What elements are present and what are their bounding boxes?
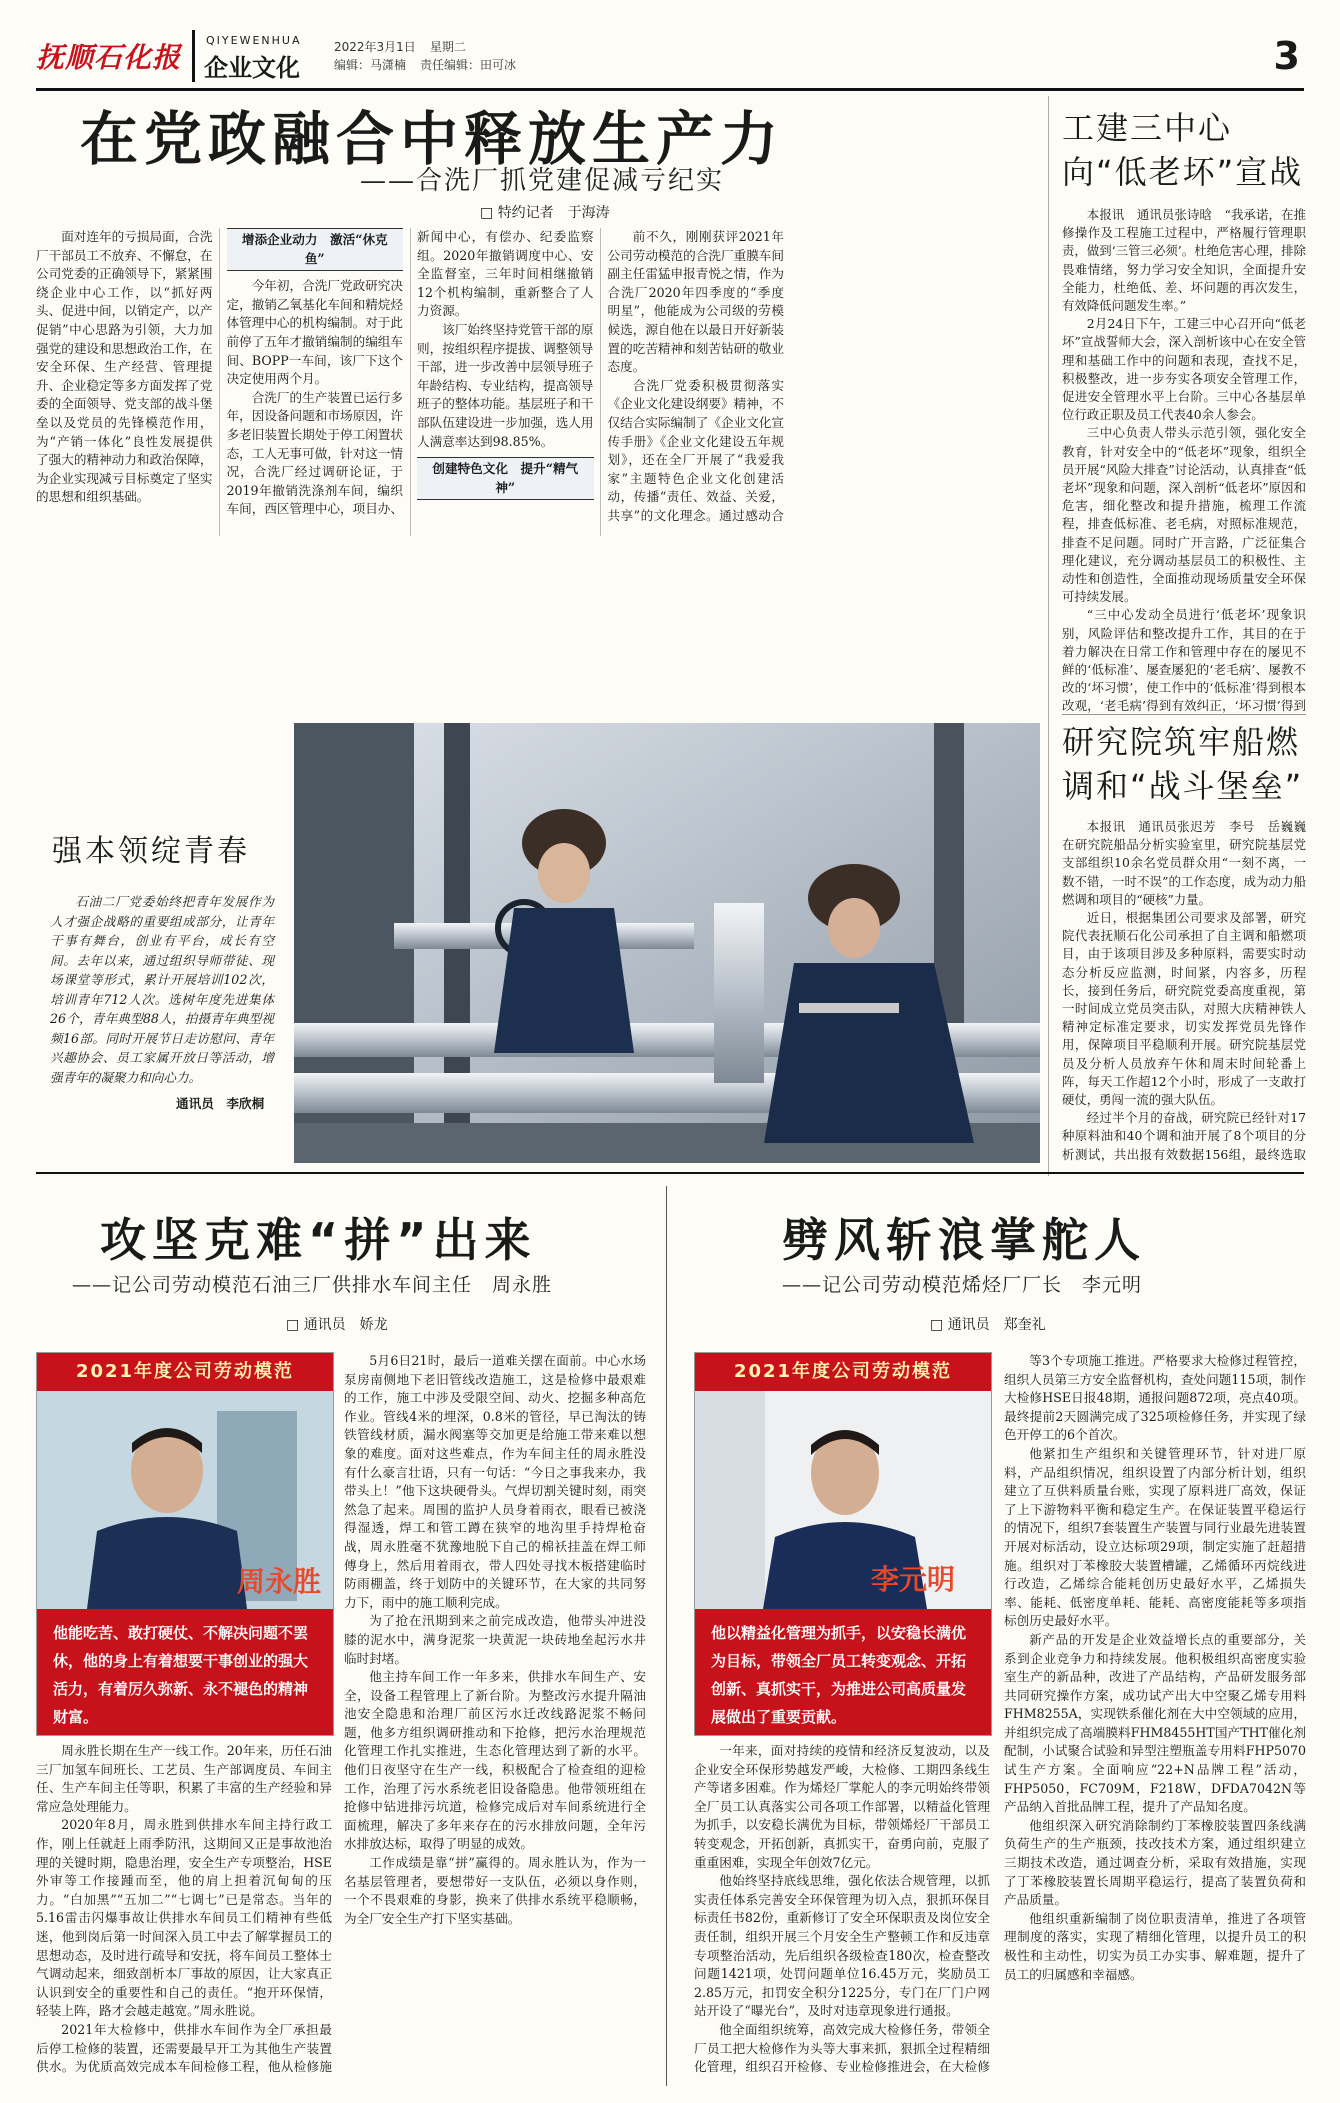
- zhou-byline: □ 通讯员 娇龙: [286, 1317, 388, 1333]
- union-para: 2月24日下午，工建三中心召开向“低老坏”宣战誓师大会，深入剖析该中心在安全管理和基础工作中的问题和表现，查找不足，积极整改，进一步夯实各项安全管理工作，促进安全管理水平上台阶。三中心各基层单位行政正职及员工代表40余人参会。: [1062, 316, 1306, 423]
- youth-headline: 强本领绽青春: [52, 834, 250, 869]
- issue-meta: [334, 38, 530, 74]
- youth-body: 石油二厂党委始终把青年发展作为人才强企战略的重要组成部分，让青年干事有舞台，创业有平台，成长有空间。去年以来，通过组织导师带徒、现场课堂等形式，累计开展培训102次，培训青年712人次。选树年度先进集体26个，青年典型88人，拍摄青年典型视频16部。同时开展节日走访慰问、青年兴趣协会、员工家属开放日等活动，增强青年的凝聚力和向心力。: [50, 894, 274, 1085]
- li-quote: 他以精益化管理为抓手，以安稳长满优为目标，带领全厂员工转变观念、开拓创新、真抓实干，为推进公司高质量发展做出了重要贡献。: [695, 1609, 991, 1735]
- main-photo: [294, 723, 1040, 1163]
- zhou-portrait: [37, 1391, 333, 1609]
- issue-weekday: 星期二: [429, 40, 466, 54]
- zhou-body-left: [36, 1742, 332, 2082]
- lead-para: 面对连年的亏损局面，合洗厂干部员工不放弃、不懈怠，在公司党委的正确领导下，紧紧围绕企业中心工作，以“抓好两头、促进中间，以销定产，以产促销”中心思路为引领，大力加强党的建设和思想政治工作，在安全环保、生产经营、管理提升、企业稳定等多方面发挥了党委的全面领导、党支部的战斗堡垒以及党员的先锋模范作用，为“产销一体化”良性发展提供了强大的精神动力和政治保障，为企业实现减亏目标奠定了坚实的思想和组织基础。: [36, 229, 213, 505]
- li-portrait: [695, 1391, 991, 1609]
- lead-para: 合洗厂党委积极贯彻落实《企业文化建设纲要》精神，不仅结合实际编制了《企业文化宣传手册》《企业文化建设五年规划》，还在全厂开展了“我爱我家”主题特色企业文化创建活动，传播“责任、效益、关爱，共享”的文化理念。通过感动合: [607, 377, 784, 523]
- zhou-quote: 他能吃苦、敢打硬仗、不解决问题不罢休，他的身上有着想要干事创业的强大活力，有着厉久弥新、永不褪色的精神财富。: [37, 1609, 333, 1735]
- research-headline-line2: 调和“战斗堡垒”: [1062, 767, 1304, 805]
- zhou-headline: 攻坚克难“拼”出来: [100, 1213, 537, 1267]
- proofreader: 责任编辑：田可冰: [420, 58, 517, 72]
- li-body-right: [1004, 1352, 1306, 2082]
- workers-repairing-pipes-photo: [294, 723, 1040, 1163]
- newspaper-logo: 抚顺石化报: [36, 41, 182, 74]
- article-divider: [666, 1186, 667, 2086]
- zhou-para: 为了抢在汛期到来之前完成改造，他带头冲进没膝的泥水中，满身泥浆一块黄泥一块砖地垒起污水井临时封堵。: [344, 1613, 646, 1666]
- li-para: 他组织重新编制了岗位职责清单，推进了各项管理制度的落实，实现了精细化管理，以提升员工的积极性和主动性，切实为员工办实事、解难题，提升了员工的归属感和幸福感。: [1004, 1910, 1306, 1982]
- section-name: 企业文化: [204, 54, 300, 82]
- lead-para: 今年初，合洗厂党政研究决定，撤销乙氧基化车间和精烷烃体管理中心的机构编制。对于此前停了五年才撤销编制的编组车间、BOPP一车间，该厂下这个决定使用两个月。: [226, 278, 403, 387]
- zhou-para: 他主持车间工作一年多来，供排水车间生产、安全，设备工程管理上了新台阶。为整改污水提升隔油池安全隐患和治理厂前区污水迁改线路泥浆不畅问题，他多方组织调研推动和下抢修，把污水治理规范化管理工作扎实推进，生态化管理达到了新的水平。他们日夜坚守在生产一线，积极配合了检查组的迎检工作，治理了污水系统老旧设备隐患。他带领班组在抢修中钻进排污坑道，检修完成后对车间系统进行全面梳理，解决了多年来存在的污水排放问题，全年污水排放达标，取得了明显的成效。: [344, 1669, 646, 1852]
- li-para: 他始终坚持底线思维，强化依法合规管理，以抓实责任体系完善安全环保管理为切入点，狠抓环保目标责任书82份，重新修订了安全环保职责及岗位安全责任制，组织开展三个月安全生产整顿工作和反违章专项整治活动，先后组织各级检查180次，检查整改问题1421项，处罚问题单位16.45万元，奖励员工2.85万元，扣罚安全积分1225分，专门在厂门户网站开设了“曝光台”，及时对违章现象进行通报。: [694, 1873, 990, 2019]
- lead-subhead-text: 增添企业动力 激活“休克鱼”: [227, 228, 404, 271]
- li-name: 李元明: [871, 1563, 956, 1596]
- union-para: 三中心负责人带头示范引领，强化安全教育，针对安全中的“低老坏”现象，组织全员开展“风险大排查”讨论活动，认真排查“低老坏”现象和问题，深入剖析“低老坏”原因和危害，细化整改和提升措施，梳理工作流程，排查低标准、老毛病，对照标准规范，排查不足问题。同时广开言路，广泛征集合理化建议，充分调动基层员工的积极性、主动性和创造性，全面推动现场质量安全环保可持续发展。: [1062, 425, 1306, 605]
- zhou-para: 5月6日21时，最后一道难关摆在面前。中心水场泵房南侧地下老旧管线改造施工，这是检修中最艰难的工作，施工中涉及受限空间、动火、挖掘多种高危作业。管线4米的埋深，0.8米的管径，早已淘汰的铸铁管线材质，漏水阀塞等交加更是给施工带来难以想象的难度。面对这些难点，作为车间主任的周永胜没有什么豪言壮语，只有一句话：“今日之事我来办，我带头上！”他下这块硬骨头。气焊切割关键时刻，雨突然急了起来。周围的监护人员身着雨衣，眼看已被浇得湿透，焊工和管工蹲在狭窄的地沟里手持焊枪奋战，周永胜毫不犹豫地脱下自己的棉袄挂盖在焊工师傅身上，然后用着雨衣，带人四处寻找木板搭建临时防雨棚盖，终于划防中的关键环节，在大家的共同努力下，雨中的施工顺利完成。: [344, 1353, 646, 1610]
- research-body: [1062, 818, 1306, 1162]
- li-byline: □ 通讯员 郑奎礼: [930, 1317, 1046, 1333]
- zhou-para: 周永胜长期在生产一线工作。20年来，历任石油三厂加氢车间班长、工艺员、生产部调度员、车间主任、生产车间主任等职，积累了丰富的生产经验和异常应急处理能力。: [36, 1743, 332, 1814]
- li-byline-text: 通讯员 郑奎礼: [947, 1317, 1046, 1333]
- union-headline: [1062, 106, 1303, 194]
- li-award-badge: 2021年度公司劳动模范: [695, 1353, 991, 1391]
- masthead: [36, 30, 1304, 91]
- li-headline: 劈风斩浪掌舵人: [782, 1213, 1146, 1267]
- lead-byline-text: 特约记者 于海涛: [497, 205, 610, 221]
- masthead-divider: [192, 30, 195, 82]
- li-body-left: [694, 1742, 990, 2082]
- lead-para: 前不久，刚刚获评2021年公司劳动模范的合洗厂重膜车间副主任雷猛申报青悦之情，作为合洗厂2020年四季度的“季度明星”，他能成为公司级的劳模候选，源自他在以最日开好新装置的吃苦精神和刻苦钻研的敬业态度。: [607, 229, 784, 375]
- zhou-para: 2020年8月，周永胜到供排水车间主持行政工作，刚上任就赶上雨季防汛，这期间又正是事故池治理的关键时期，隐患治理，安全生产专项整治，HSE外审等工作接踵而至，他的肩上担着沉甸甸的压力。“白加黑”“五加二”“七调七”已是常态。当年的5.16雷击闪爆事故让供排水车间员工们精神有些低迷，他到岗后第一时间深入员工中去了解掌握员工的思想动态，及时进行疏导和安抚，将车间员工整体士气调动起来，细致剖析本厂事故的原因，让大家真正认识到安全的重要性和自己的责任。“抱开环保情，轻装上阵，路才会越走越宽。”周永胜说。: [36, 1817, 332, 2019]
- youth-box: [36, 800, 284, 1160]
- li-para: 新产品的开发是企业效益增长点的重要部分，关系到企业竞争力和持续发展。他积极组织高密度实验室生产的新品种，改进了产品结构，产品研发服务部共同研究操作方案，成功试产出大中空聚乙烯专用料FHM8255A，实现铁系催化剂在大中空领域的应用，并组织完成了高端膜料FHM8455HT国产THT催化剂配制，小试聚合试验和异型注塑瓶盖专用料FHP5070试生产方案。全面响应“22+N品牌工程”活动，FHP5050，FC709M，F218W，DFDA7042N等产品纳入首批品牌工程，提升了产品知名度。: [1004, 1631, 1306, 1815]
- zhou-body-right: [344, 1352, 646, 2082]
- li-para: 一年来，面对持续的疫情和经济反复波动，以及企业安全环保形势越发严峻，大检修、工期四条线生产等诸多困难。作为烯烃厂掌舵人的李元明始终带领全厂员工认真落实公司各项工作部署，以精益化管理为抓手，以安稳长满优为目标，带领烯烃厂干部员工转变观念，开拓创新，真抓实干，奋勇向前，克服了重重困难，实现全年创效7亿元。: [694, 1743, 990, 1870]
- union-para: 本报讯 通讯员张诗晗 “我承诺，在推修操作及工程施工过程中，严格履行管理职责，做到‘三管三必须’。杜绝危害心理，排除畏难情绪，努力学习安全知识，全面提升安全能力，杜绝低、差、坏问题的再次发生，有效降低问题发生率。”: [1062, 207, 1306, 314]
- research-para: 本报讯 通讯员张迟芳 李号 岳巍巍 在研究院船品分析实验室里，研究院基层党支部组织10余名党员群众用“一刻不离，一数不错，一时不误”的工作态度，成为动力船燃调和项目的“硬核”力量。: [1062, 819, 1306, 907]
- lead-body: [36, 228, 784, 536]
- lead-headline: 在党政融合中释放生产力: [80, 105, 785, 173]
- lead-subhead: [417, 457, 594, 500]
- zhou-name: 周永胜: [237, 1565, 322, 1598]
- zhou-para: 工作成绩是靠“拼”赢得的。周永胜认为，作为一名基层管理者，要想带好一支队伍，必须以身作则，一个不畏艰难的身影，换来了供排水系统平稳顺畅，为全厂安全生产打下坚实基础。: [344, 1855, 646, 1926]
- li-para: 他全面组织统筹，高效完成大检修任务，带领全厂员工把大检修作为头等大事来抓，狠抓全过程精细化管理，组织召开检修、专业检修推进会，在大检修: [694, 2021, 990, 2075]
- research-headline-line1: 研究院筑牢船燃: [1062, 723, 1301, 761]
- youth-byline: 通讯员 李欣桐: [176, 1096, 265, 1111]
- page-number: 3: [1273, 34, 1300, 78]
- lead-byline: □ 特约记者 于海涛: [480, 205, 610, 221]
- lead-para: 该厂始终坚持党管干部的原则，按组织程序提拔、调整领导干部，进一步改善中层领导班子年龄结构、专业结构，提高领导班子的整体功能。基层班子和干部队伍建设进一步加强，选人用人满意率达到98.85%。: [417, 321, 594, 449]
- research-headline: [1062, 720, 1303, 808]
- column-divider: [1048, 96, 1049, 1176]
- union-body: [1062, 206, 1306, 714]
- union-headline-line2: 向“低老坏”宣战: [1062, 153, 1304, 191]
- li-portrait-card: [694, 1352, 992, 1736]
- li-para: 等3个专项施工推进。严格要求大检修过程管控，组织人员第三方安全监督机构，查处问题115项，制作大检修HSE日报48期，通报问题872项，亮点40项。最终提前2天圆满完成了325项检修任务，并实现了绿色开停工的6个首次。: [1004, 1353, 1306, 1443]
- divider-line: [1062, 714, 1306, 715]
- issue-date: 2022年3月1日: [334, 40, 416, 54]
- section-pinyin: QIYEWENHUA: [206, 34, 302, 47]
- lead-subtitle: ——合洗厂抓党建促减亏纪实: [360, 166, 725, 196]
- li-para: 他组织深入研究消除制约丁苯橡胶装置四条线满负荷生产的生产瓶颈，技改技术方案，通过组织建立三期技术改造，通过调查分析，采取有效措施，实现了丁苯橡胶装置长周期平稳运行，提高了装置负荷和产品质量。: [1004, 1817, 1306, 1908]
- lead-subhead: [227, 228, 404, 271]
- li-para: 他紧扣生产组织和关键管理环节，针对进厂原料，产品组织情况，组织设置了内部分析计划，组织建立了互供料质量台账，实现了原料进厂高效，保证了上下游物料平衡和稳定生产。在保证装置平稳运行的情况下，组织7套装置生产装置与同行业最先进装置开展对标活动，设立达标项29项，制定实施了赶超措施。组织对丁苯橡胶大装置槽罐，乙烯循环丙烷线进行改造，乙烯综合能耗创历史最好水平，乙烯损失率、能耗、低密度单耗、能耗、高密度能耗等多项指标创历史最好水平。: [1004, 1445, 1306, 1629]
- zhou-award-badge: 2021年度公司劳动模范: [37, 1353, 333, 1391]
- li-subtitle: ——记公司劳动模范烯烃厂厂长 李元明: [782, 1274, 1143, 1296]
- lead-para: 合洗厂的生产装置已运行多年，因设备问题和市场原因，许多老旧装置长期处于停工闲置状态，工人无事可做，针对这一情况，合洗厂经过调研论证，于2019年撤销洗涤剂车间，编织车间，西区管理中心，项目办、新闻中心，有偿办、纪委监察组。2020年撤销调度中心、安全监督室，三年时间相继撤销12个机构编制，重新整合了人力资源。: [226, 229, 594, 517]
- section-divider: [36, 1172, 1304, 1174]
- editor: 编辑：马潇楠: [334, 58, 407, 72]
- zhou-portrait-card: [36, 1352, 334, 1736]
- union-headline-line1: 工建三中心: [1062, 109, 1233, 147]
- lead-subhead-text: 创建特色文化 提升“精气神”: [417, 457, 594, 500]
- zhou-subtitle: ——记公司劳动模范石油三厂供排水车间主任 周永胜: [72, 1274, 553, 1296]
- research-para: 近日，根据集团公司要求及部署，研究院代表抚顺石化公司承担了自主调和船燃项目，由于该项目涉及多种原料，需要实时动态分析反应监测，时间紧，内容多，历程长，接到任务后，研究院党委高度重视，第一时间成立党员突击队，对照大庆精神铁人精神定标准定要求，切实发挥党员先锋作用，保障项目平稳顺利开展。研究院基层党员及分析人员放弃午休和周末时间轮番上阵，每天工作超12个小时，形成了一支敢打硬仗，勇闯一流的强大队伍。: [1062, 910, 1306, 1108]
- union-para: “三中心发动全员进行‘低老坏’现象识别，风险评估和整改提升工作，其目的在于着力解决在日常工作和管理中存在的屡见不鲜的‘低标准’、屡查屡犯的‘老毛病’、屡教不改的‘坏习惯’，使工作中的‘低标准’得到根本改观，‘老毛病’得到有效纠正，‘坏习惯’得到: [1062, 607, 1306, 714]
- research-para: 经过半个月的奋战，研究院已经针对17种原料油和40个调和油开展了8个项目的分析测试，共出报有效数据156组，最终选取: [1062, 1110, 1306, 1162]
- zhou-para: 2021年大检修中，供排水车间作为全厂承担最后停工检修的装置，还需要最早开工为其他生产装置供水。为优质高效完成本车间检修工程，他从检修施: [36, 2021, 332, 2075]
- zhou-byline-text: 通讯员 娇龙: [303, 1317, 388, 1333]
